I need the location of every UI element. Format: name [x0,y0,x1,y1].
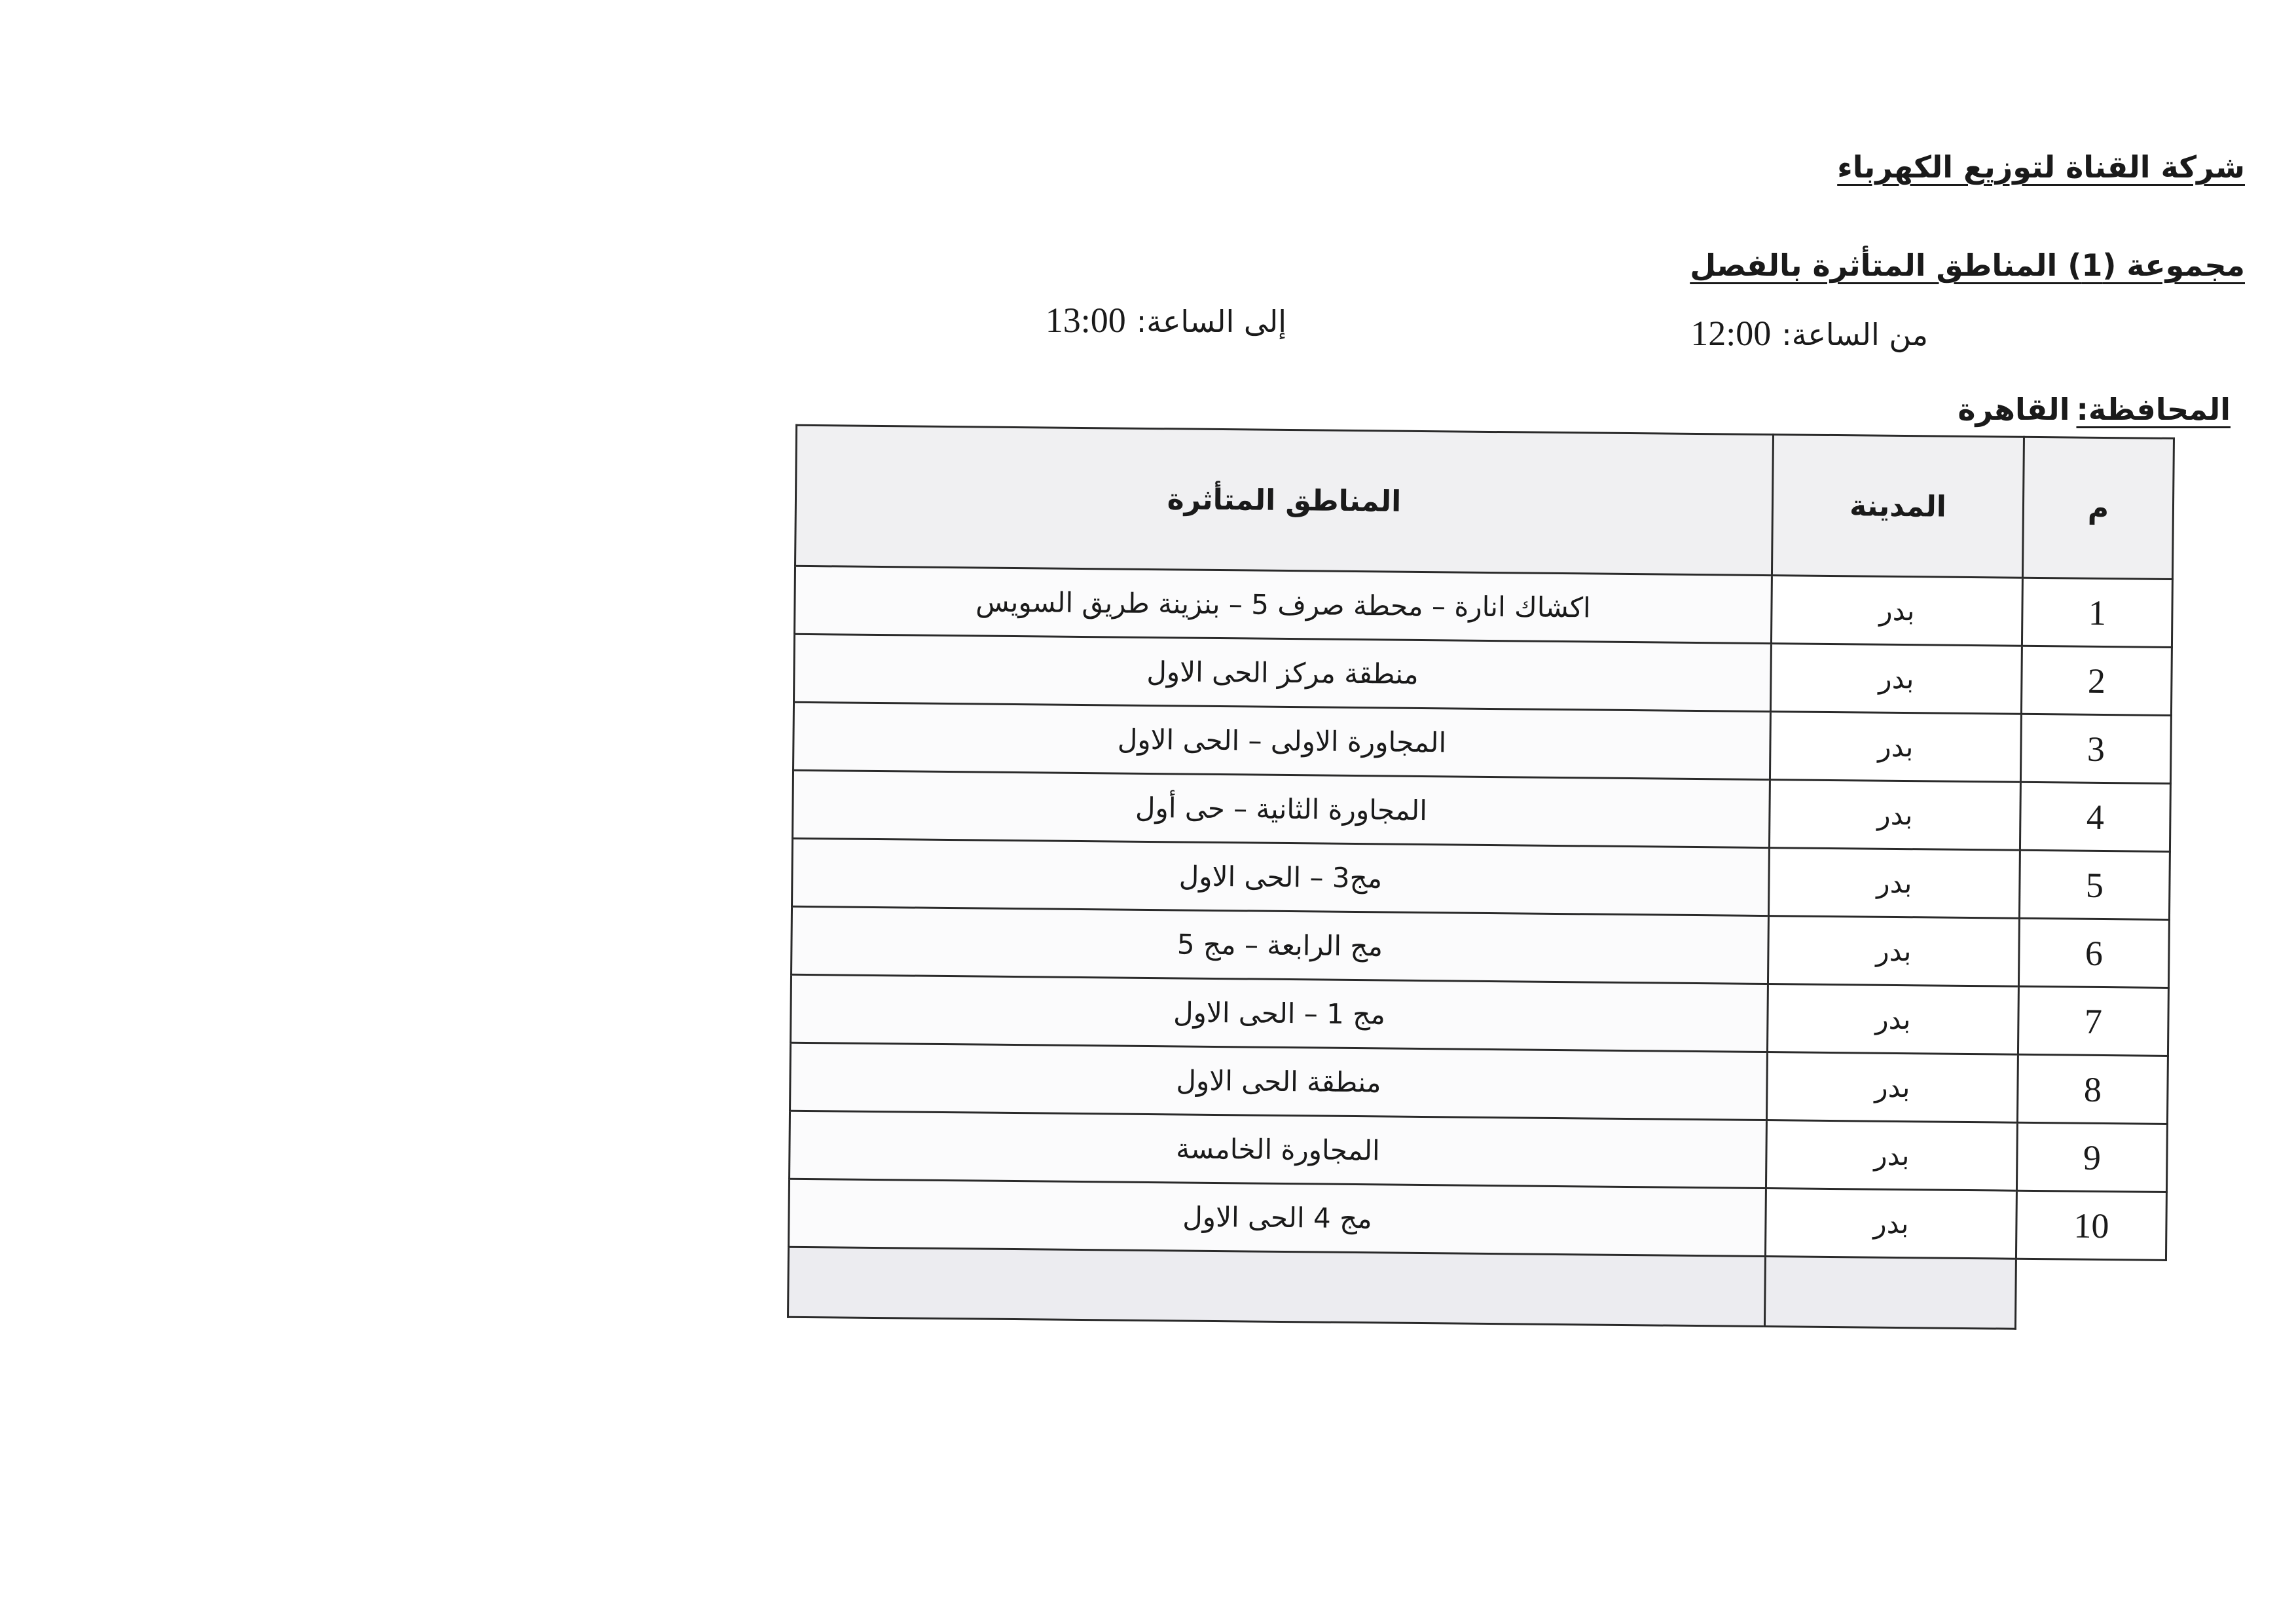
row-area: المجاورة الخامسة [790,1111,1767,1188]
row-number: 6 [2018,918,2169,987]
company-name: شركة القناة لتوزيع الكهرباء [1837,149,2245,185]
row-city: بدر [1768,916,2019,987]
time-to-label: إلى الساعة: [1136,304,1286,339]
empty-cell [2015,1259,2166,1330]
table-row [793,770,2171,851]
table-header [795,425,2174,579]
table-row [795,566,2173,647]
time-from-label: من الساعة: [1781,317,1928,352]
row-city: بدر [1771,576,2022,646]
row-area: مج 4 الحى الاول [789,1179,1766,1256]
table-row [792,838,2170,919]
governorate-value: القاهرة [1958,392,2070,427]
column-header-city: المدينة [1772,435,2024,578]
header-row [795,425,2174,579]
row-area: مج الرابعة – مج 5 [792,906,1769,984]
row-number: 5 [2019,850,2170,919]
table-row [791,974,2169,1056]
row-area: منطقة الحى الاول [790,1043,1768,1120]
time-from [1690,313,1928,354]
row-number: 4 [2020,782,2170,851]
row-city: بدر [1770,712,2021,783]
table-row [794,634,2172,715]
row-city: بدر [1770,644,2022,714]
empty-cell [788,1247,1766,1326]
governorate-label: المحافظة: [2076,392,2231,427]
row-city: بدر [1766,1052,2018,1123]
table-row [792,906,2170,987]
row-area: منطقة مركز الحى الاول [794,634,1772,711]
row-city: بدر [1766,1120,2017,1191]
table-row [790,1111,2168,1192]
outage-table [787,424,2175,1331]
row-number: 7 [2018,986,2168,1056]
group-title: مجموعة (1) المناطق المتأثرة بالفصل [1690,248,2245,283]
row-city: بدر [1769,780,2020,851]
row-area: اكشاك انارة – محطة صرف 5 – بنزينة طريق السويس [795,566,1772,643]
table-body [788,566,2173,1330]
governorate [1958,392,2231,427]
time-from-value: 12:00 [1690,314,1772,353]
row-number: 9 [2016,1122,2167,1192]
empty-cell [1764,1257,2016,1329]
empty-row [788,1247,2166,1330]
row-number: 2 [2021,646,2172,715]
column-header-number: م [2022,437,2174,579]
row-number: 1 [2022,578,2172,647]
row-number: 3 [2020,714,2171,783]
time-to [1046,300,1286,341]
row-number: 10 [2016,1190,2166,1260]
column-header-areas: المناطق المتأثرة [795,425,1774,575]
table-row [790,1043,2168,1124]
table-row [789,1179,2167,1260]
table-row [793,702,2172,783]
row-area: المجاورة الثانية – حى أول [793,770,1770,847]
time-to-value: 13:00 [1045,301,1126,340]
row-city: بدر [1768,848,2020,919]
row-city: بدر [1767,984,2018,1055]
row-number: 8 [2017,1054,2168,1124]
row-area: مج 1 – الحى الاول [791,974,1768,1052]
row-city: بدر [1765,1189,2016,1259]
row-area: مج3 – الحى الاول [792,838,1770,915]
row-area: المجاورة الاولى – الحى الاول [793,702,1771,779]
